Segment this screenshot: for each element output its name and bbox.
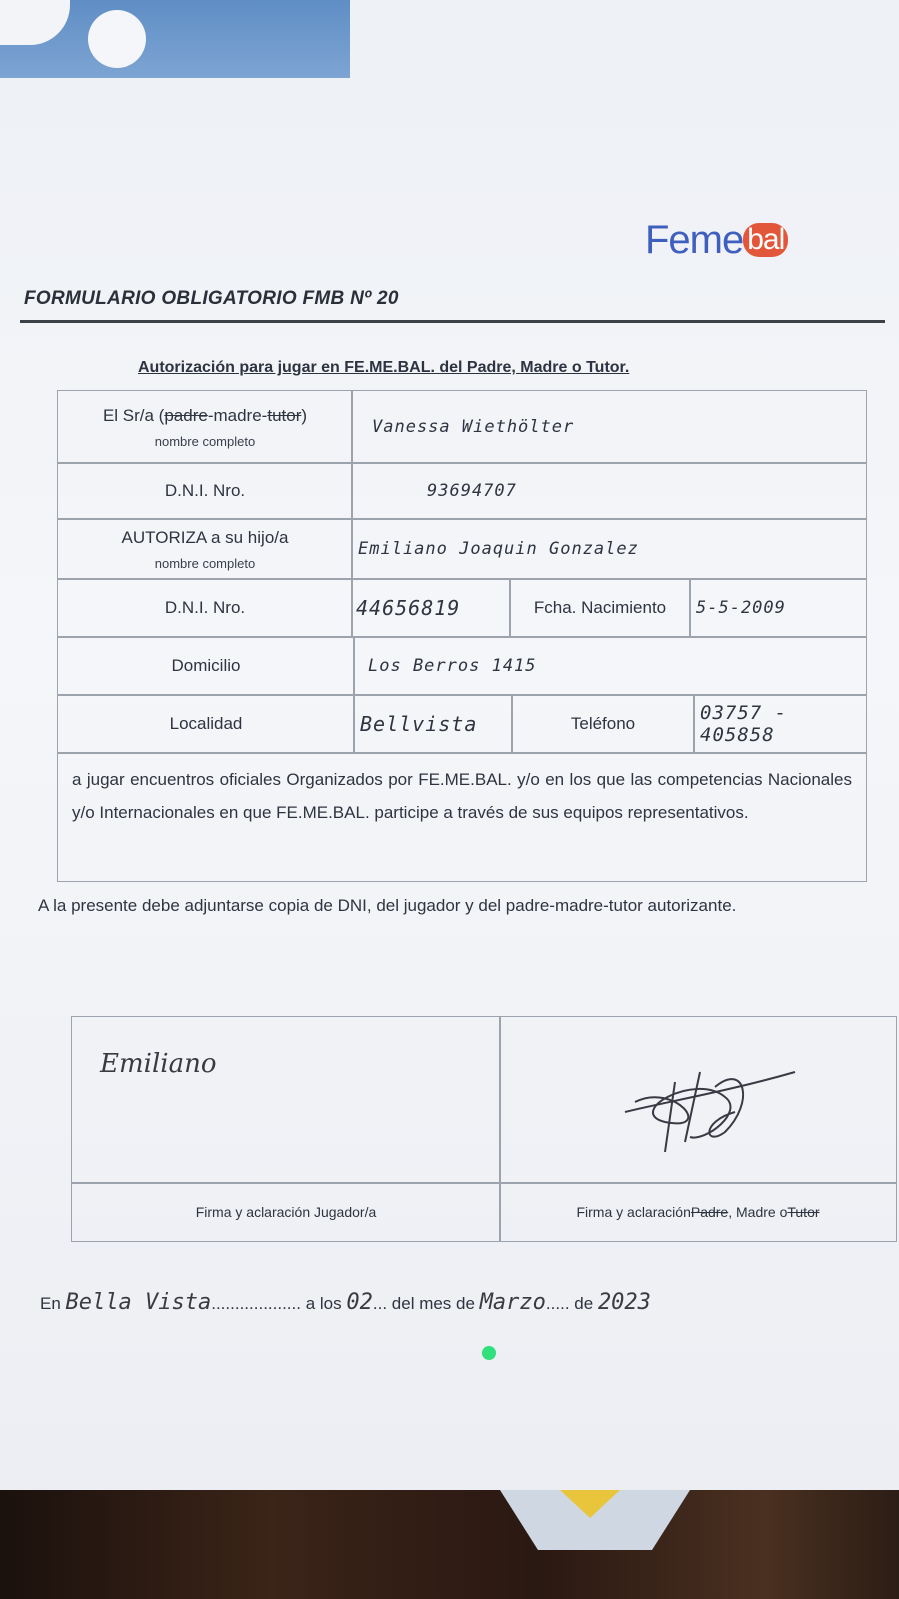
parent-signature-caption: Firma y aclaración Padre , Madre o Tutor	[499, 1182, 897, 1242]
background-shape	[0, 0, 70, 45]
nombre-completo-hint: nombre completo	[154, 433, 256, 449]
green-dot-indicator	[482, 1346, 496, 1360]
logo-pill-text: bal	[743, 223, 788, 257]
locality-field[interactable]: Bellvista	[353, 694, 513, 754]
child-name-field[interactable]: Emiliano Joaquin Gonzalez	[351, 518, 867, 580]
parent-signature-scribble	[605, 1042, 805, 1162]
parent-role-text: El Sr/a (padre-madre-tutor)	[102, 405, 308, 425]
child-name-label	[57, 518, 353, 580]
del-mes-text: del mes de	[391, 1294, 475, 1313]
player-signature-caption: Firma y aclaración Jugador/a	[71, 1182, 501, 1242]
form-subtitle: Autorización para jugar en FE.ME.BAL. del Padre, Madre o Tutor.	[138, 359, 630, 376]
form-paper	[0, 78, 899, 1498]
year-field[interactable]: 2023	[597, 1290, 651, 1315]
phone-line-1: 03757 -	[700, 702, 788, 724]
month-field[interactable]: Marzo	[479, 1290, 546, 1315]
address-field[interactable]: Los Berros 1415	[353, 636, 867, 696]
title-divider	[20, 320, 885, 323]
child-dni-field[interactable]: 44656819	[351, 578, 511, 638]
parent-dni-label: D.N.I. Nro.	[57, 462, 353, 520]
nombre-completo-hint: nombre completo	[154, 555, 256, 571]
address-label: Domicilio	[57, 636, 355, 696]
background-paper-edge	[350, 0, 899, 80]
parent-name-label	[57, 390, 353, 464]
parent-name-field[interactable]: Vanessa Wiethölter	[351, 390, 867, 464]
locality-label: Localidad	[57, 694, 355, 754]
birthdate-label: Fcha. Nacimiento	[509, 578, 691, 638]
a-los-text: a los	[305, 1294, 342, 1313]
phone-field[interactable]	[693, 694, 867, 754]
signature-table	[71, 1016, 897, 1261]
attachment-note: A la presente debe adjuntarse copia de DNI, del jugador y del padre-madre-tutor autorizante.	[38, 896, 737, 915]
day-field[interactable]: 02	[346, 1290, 373, 1315]
en-text: En	[40, 1294, 61, 1313]
date-place-line: En Bella Vista................... a los 02... del mes de Marzo..... de 2023	[40, 1290, 651, 1315]
femebal-logo	[645, 218, 788, 263]
de-text: de	[574, 1294, 594, 1313]
autoriza-text: AUTORIZA a su hijo/a	[121, 527, 289, 547]
phone-line-2: 405858	[700, 724, 775, 746]
child-dni-label: D.N.I. Nro.	[57, 578, 353, 638]
parent-signature-box[interactable]	[499, 1016, 897, 1184]
authorization-paragraph: a jugar encuentros oficiales Organizados por FE.ME.BAL. y/o en los que las competencias Nacionales y/o Internacionales en que FE.ME.BAL. participe a través de sus equipos representativos.	[57, 752, 867, 882]
player-signature: Emiliano	[100, 1049, 217, 1079]
phone-label: Teléfono	[511, 694, 695, 754]
parent-dni-field[interactable]: 93694707	[351, 462, 867, 520]
background-photo-bottom	[0, 1490, 899, 1599]
background-shape	[88, 10, 146, 68]
city-field[interactable]: Bella Vista	[65, 1290, 212, 1315]
player-signature-box[interactable]	[71, 1016, 501, 1184]
logo-text: Feme	[645, 218, 744, 262]
birthdate-field[interactable]: 5-5-2009	[689, 578, 867, 638]
form-title: FORMULARIO OBLIGATORIO FMB Nº 20	[24, 288, 399, 309]
